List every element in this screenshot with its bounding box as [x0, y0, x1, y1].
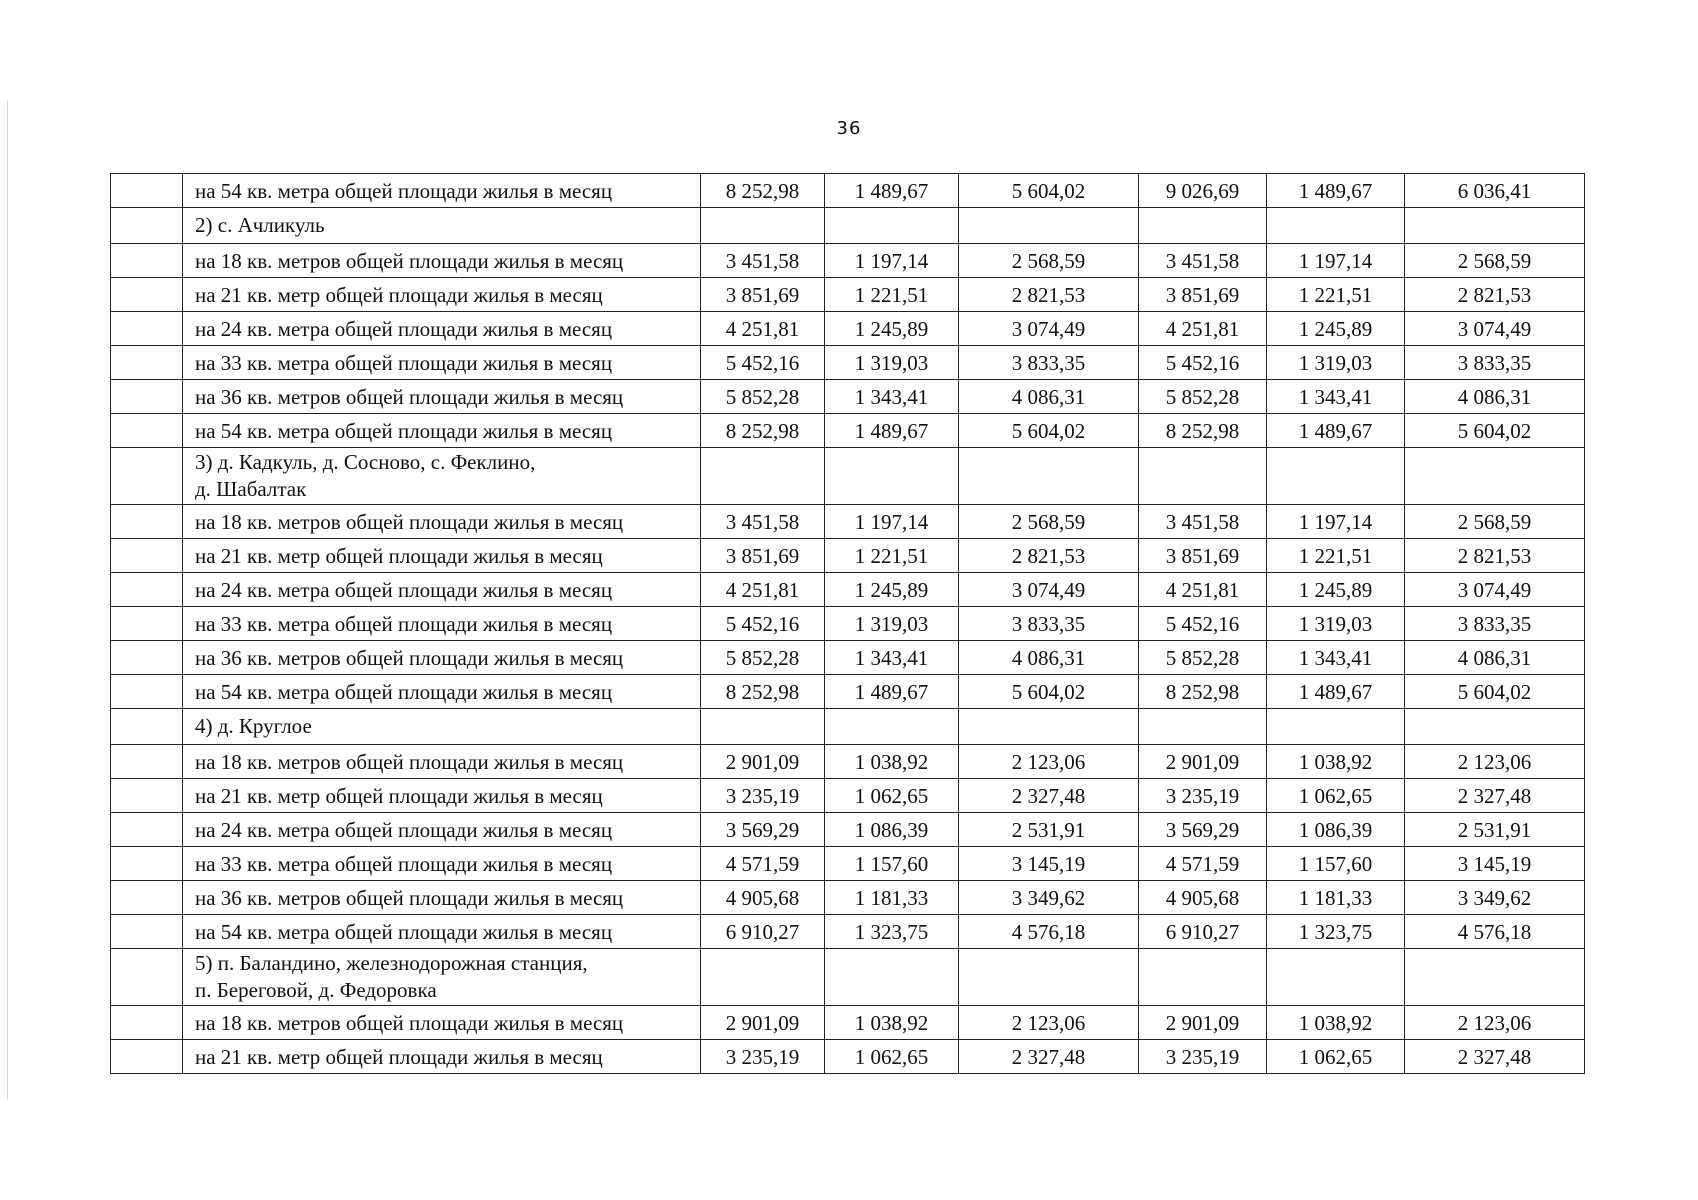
value-cell	[825, 448, 959, 505]
value-cell: 3 074,49	[1405, 312, 1585, 346]
section-heading-text-line2: п. Береговой, д. Федоровка	[195, 978, 437, 1002]
value-cell: 2 568,59	[1405, 244, 1585, 278]
row-description-text: на 36 кв. метров общей площади жилья в месяц	[195, 885, 624, 910]
table-row	[111, 779, 1585, 813]
value-cell: 5 452,16	[1139, 346, 1267, 380]
value-cell: 2 327,48	[959, 779, 1139, 813]
value-cell: 2 901,09	[701, 745, 825, 779]
value-cell: 1 221,51	[1267, 539, 1405, 573]
table-row	[111, 174, 1585, 208]
value-cell: 3 451,58	[701, 505, 825, 539]
value-cell: 4 086,31	[1405, 641, 1585, 675]
value-cell: 1 181,33	[1267, 881, 1405, 915]
row-description-cell	[183, 745, 701, 779]
value-cell: 2 821,53	[1405, 539, 1585, 573]
row-description-text: на 24 кв. метра общей площади жилья в месяц	[195, 316, 613, 341]
table-row	[111, 505, 1585, 539]
value-cell: 1 062,65	[825, 779, 959, 813]
section-heading-text: 2) с. Ачликуль	[195, 213, 325, 237]
value-cell: 3 235,19	[701, 1040, 825, 1074]
value-cell: 3 145,19	[959, 847, 1139, 881]
value-cell: 2 568,59	[959, 505, 1139, 539]
value-cell: 2 568,59	[959, 244, 1139, 278]
table-row	[111, 641, 1585, 675]
value-cell: 4 905,68	[1139, 881, 1267, 915]
value-cell	[1267, 709, 1405, 745]
row-index-cell	[111, 448, 183, 505]
value-cell: 2 901,09	[1139, 1006, 1267, 1040]
value-cell: 3 451,58	[701, 244, 825, 278]
value-cell: 1 319,03	[1267, 346, 1405, 380]
value-cell	[1267, 448, 1405, 505]
value-cell: 1 038,92	[825, 745, 959, 779]
row-index-cell	[111, 346, 183, 380]
row-index-cell	[111, 278, 183, 312]
row-description-cell	[183, 675, 701, 709]
value-cell	[701, 709, 825, 745]
value-cell: 3 145,19	[1405, 847, 1585, 881]
value-cell: 3 833,35	[1405, 607, 1585, 641]
row-index-cell	[111, 505, 183, 539]
value-cell	[1405, 949, 1585, 1006]
value-cell: 1 319,03	[1267, 607, 1405, 641]
value-cell: 3 851,69	[701, 539, 825, 573]
value-cell: 1 038,92	[825, 1006, 959, 1040]
row-description-text: на 54 кв. метра общей площади жилья в месяц	[195, 679, 613, 704]
section-heading-cell	[183, 448, 701, 505]
value-cell: 1 221,51	[825, 539, 959, 573]
value-cell: 1 323,75	[825, 915, 959, 949]
value-cell	[701, 949, 825, 1006]
value-cell: 1 062,65	[825, 1040, 959, 1074]
table-row	[111, 278, 1585, 312]
table-row	[111, 675, 1585, 709]
value-cell	[1139, 709, 1267, 745]
row-index-cell	[111, 847, 183, 881]
section-heading-cell	[183, 208, 701, 244]
row-description-text: на 18 кв. метров общей площади жилья в месяц	[195, 749, 624, 774]
row-index-cell	[111, 1006, 183, 1040]
value-cell: 3 235,19	[701, 779, 825, 813]
row-description-cell	[183, 779, 701, 813]
value-cell: 1 489,67	[825, 174, 959, 208]
row-index-cell	[111, 881, 183, 915]
value-cell: 4 251,81	[701, 573, 825, 607]
value-cell: 1 489,67	[825, 414, 959, 448]
section-heading-cell	[183, 949, 701, 1006]
row-description-text: на 33 кв. метра общей площади жилья в месяц	[195, 350, 613, 375]
row-description-cell	[183, 641, 701, 675]
value-cell	[1405, 208, 1585, 244]
row-index-cell	[111, 607, 183, 641]
table-row	[111, 414, 1585, 448]
value-cell: 1 197,14	[1267, 505, 1405, 539]
row-index-cell	[111, 380, 183, 414]
value-cell: 2 123,06	[959, 1006, 1139, 1040]
value-cell: 3 235,19	[1139, 779, 1267, 813]
value-cell: 1 157,60	[825, 847, 959, 881]
value-cell: 1 157,60	[1267, 847, 1405, 881]
value-cell: 2 327,48	[959, 1040, 1139, 1074]
value-cell: 4 086,31	[959, 380, 1139, 414]
value-cell: 1 062,65	[1267, 779, 1405, 813]
row-description-cell	[183, 813, 701, 847]
row-description-cell	[183, 414, 701, 448]
row-index-cell	[111, 414, 183, 448]
value-cell: 5 852,28	[701, 380, 825, 414]
value-cell: 1 343,41	[825, 641, 959, 675]
section-heading-cell	[183, 709, 701, 745]
value-cell: 1 245,89	[1267, 312, 1405, 346]
value-cell	[825, 709, 959, 745]
section-heading-text-line2: д. Шабалтак	[195, 477, 307, 501]
row-index-cell	[111, 779, 183, 813]
row-description-cell	[183, 539, 701, 573]
row-description-cell	[183, 346, 701, 380]
value-cell: 1 343,41	[825, 380, 959, 414]
value-cell: 1 489,67	[1267, 675, 1405, 709]
value-cell: 3 074,49	[959, 573, 1139, 607]
value-cell: 4 086,31	[959, 641, 1139, 675]
value-cell: 2 123,06	[1405, 745, 1585, 779]
value-cell: 3 851,69	[1139, 278, 1267, 312]
value-cell: 9 026,69	[1139, 174, 1267, 208]
value-cell: 5 452,16	[1139, 607, 1267, 641]
value-cell: 3 451,58	[1139, 244, 1267, 278]
table-row	[111, 380, 1585, 414]
table-row	[111, 1040, 1585, 1074]
row-index-cell	[111, 745, 183, 779]
value-cell: 3 569,29	[701, 813, 825, 847]
value-cell: 5 852,28	[1139, 641, 1267, 675]
value-cell: 3 851,69	[1139, 539, 1267, 573]
row-description-text: на 24 кв. метра общей площади жилья в месяц	[195, 577, 613, 602]
table-row	[111, 346, 1585, 380]
table-row	[111, 312, 1585, 346]
value-cell: 5 604,02	[959, 414, 1139, 448]
value-cell	[959, 448, 1139, 505]
value-cell	[959, 208, 1139, 244]
row-description-cell	[183, 174, 701, 208]
section-heading-text: 4) д. Круглое	[195, 714, 312, 738]
value-cell	[701, 208, 825, 244]
row-index-cell	[111, 244, 183, 278]
value-cell: 1 197,14	[825, 505, 959, 539]
row-index-cell	[111, 915, 183, 949]
row-description-text: на 36 кв. метров общей площади жилья в месяц	[195, 384, 624, 409]
value-cell: 4 086,31	[1405, 380, 1585, 414]
section-heading-row	[111, 949, 1585, 1006]
value-cell: 4 571,59	[1139, 847, 1267, 881]
row-description-text: на 21 кв. метр общей площади жилья в месяц	[195, 282, 603, 307]
value-cell: 5 452,16	[701, 607, 825, 641]
value-cell: 2 327,48	[1405, 779, 1585, 813]
row-description-cell	[183, 505, 701, 539]
row-description-text: на 21 кв. метр общей площади жилья в месяц	[195, 783, 603, 808]
row-description-text: на 18 кв. метров общей площади жилья в месяц	[195, 509, 624, 534]
row-index-cell	[111, 709, 183, 745]
value-cell: 1 343,41	[1267, 380, 1405, 414]
row-description-cell	[183, 847, 701, 881]
row-description-text: на 21 кв. метр общей площади жилья в месяц	[195, 1044, 603, 1069]
table-row	[111, 881, 1585, 915]
row-description-cell	[183, 244, 701, 278]
table-row	[111, 847, 1585, 881]
row-index-cell	[111, 539, 183, 573]
value-cell	[1139, 949, 1267, 1006]
row-description-text: на 18 кв. метров общей площади жилья в месяц	[195, 1010, 624, 1035]
row-description-text: на 33 кв. метра общей площади жилья в месяц	[195, 611, 613, 636]
value-cell: 2 123,06	[1405, 1006, 1585, 1040]
value-cell: 2 531,91	[1405, 813, 1585, 847]
value-cell	[825, 949, 959, 1006]
value-cell	[959, 709, 1139, 745]
value-cell: 4 251,81	[701, 312, 825, 346]
row-description-cell	[183, 278, 701, 312]
value-cell	[959, 949, 1139, 1006]
value-cell: 4 251,81	[1139, 573, 1267, 607]
value-cell: 8 252,98	[701, 414, 825, 448]
value-cell	[825, 208, 959, 244]
value-cell: 2 821,53	[1405, 278, 1585, 312]
value-cell: 6 910,27	[1139, 915, 1267, 949]
value-cell: 3 349,62	[959, 881, 1139, 915]
value-cell: 2 821,53	[959, 539, 1139, 573]
value-cell: 3 569,29	[1139, 813, 1267, 847]
value-cell: 3 833,35	[1405, 346, 1585, 380]
value-cell: 1 221,51	[825, 278, 959, 312]
row-index-cell	[111, 174, 183, 208]
value-cell: 1 245,89	[825, 312, 959, 346]
value-cell: 4 571,59	[701, 847, 825, 881]
value-cell: 6 036,41	[1405, 174, 1585, 208]
row-description-text: на 24 кв. метра общей площади жилья в месяц	[195, 817, 613, 842]
value-cell: 2 327,48	[1405, 1040, 1585, 1074]
value-cell	[1267, 949, 1405, 1006]
value-cell: 1 489,67	[1267, 414, 1405, 448]
value-cell: 1 489,67	[825, 675, 959, 709]
section-heading-row	[111, 448, 1585, 505]
row-index-cell	[111, 312, 183, 346]
value-cell: 1 197,14	[1267, 244, 1405, 278]
value-cell: 2 531,91	[959, 813, 1139, 847]
value-cell: 1 343,41	[1267, 641, 1405, 675]
table-row	[111, 745, 1585, 779]
tariff-table-body	[111, 174, 1585, 1074]
value-cell: 2 901,09	[1139, 745, 1267, 779]
value-cell: 5 852,28	[1139, 380, 1267, 414]
table-row	[111, 573, 1585, 607]
value-cell: 8 252,98	[1139, 414, 1267, 448]
row-index-cell	[111, 675, 183, 709]
value-cell: 3 235,19	[1139, 1040, 1267, 1074]
value-cell: 1 323,75	[1267, 915, 1405, 949]
row-description-cell	[183, 881, 701, 915]
value-cell: 1 245,89	[825, 573, 959, 607]
row-description-cell	[183, 915, 701, 949]
value-cell: 5 604,02	[959, 675, 1139, 709]
section-heading-text: 3) д. Кадкуль, д. Сосново, с. Феклино,	[195, 450, 536, 474]
value-cell: 8 252,98	[701, 174, 825, 208]
value-cell: 3 451,58	[1139, 505, 1267, 539]
scan-edge-line	[7, 100, 8, 1100]
value-cell	[1267, 208, 1405, 244]
value-cell: 1 062,65	[1267, 1040, 1405, 1074]
value-cell: 5 852,28	[701, 641, 825, 675]
value-cell: 3 851,69	[701, 278, 825, 312]
value-cell: 2 821,53	[959, 278, 1139, 312]
value-cell: 1 245,89	[1267, 573, 1405, 607]
value-cell: 4 905,68	[701, 881, 825, 915]
table-row	[111, 813, 1585, 847]
table-row	[111, 607, 1585, 641]
row-index-cell	[111, 949, 183, 1006]
value-cell: 5 452,16	[701, 346, 825, 380]
table-row	[111, 539, 1585, 573]
row-index-cell	[111, 813, 183, 847]
row-description-cell	[183, 1040, 701, 1074]
value-cell: 8 252,98	[1139, 675, 1267, 709]
row-description-cell	[183, 1006, 701, 1040]
section-heading-row	[111, 709, 1585, 745]
row-description-cell	[183, 380, 701, 414]
value-cell: 5 604,02	[959, 174, 1139, 208]
value-cell: 6 910,27	[701, 915, 825, 949]
row-index-cell	[111, 641, 183, 675]
value-cell	[1139, 208, 1267, 244]
value-cell: 1 489,67	[1267, 174, 1405, 208]
page-number: 36	[836, 118, 862, 139]
value-cell: 3 833,35	[959, 346, 1139, 380]
value-cell: 8 252,98	[701, 675, 825, 709]
value-cell: 3 833,35	[959, 607, 1139, 641]
value-cell: 1 319,03	[825, 346, 959, 380]
row-description-text: на 54 кв. метра общей площади жилья в месяц	[195, 178, 613, 203]
row-description-text: на 33 кв. метра общей площади жилья в месяц	[195, 851, 613, 876]
row-description-text: на 36 кв. метров общей площади жилья в месяц	[195, 645, 624, 670]
table-row	[111, 915, 1585, 949]
value-cell: 1 221,51	[1267, 278, 1405, 312]
value-cell: 5 604,02	[1405, 414, 1585, 448]
row-description-cell	[183, 312, 701, 346]
value-cell	[1405, 709, 1585, 745]
row-index-cell	[111, 573, 183, 607]
value-cell: 2 901,09	[701, 1006, 825, 1040]
value-cell: 1 038,92	[1267, 745, 1405, 779]
value-cell: 1 319,03	[825, 607, 959, 641]
row-description-text: на 54 кв. метра общей площади жилья в месяц	[195, 919, 613, 944]
row-description-cell	[183, 573, 701, 607]
value-cell: 3 074,49	[959, 312, 1139, 346]
row-description-text: на 21 кв. метр общей площади жилья в месяц	[195, 543, 603, 568]
row-description-text: на 54 кв. метра общей площади жилья в месяц	[195, 418, 613, 443]
value-cell: 3 349,62	[1405, 881, 1585, 915]
value-cell	[1139, 448, 1267, 505]
value-cell: 2 123,06	[959, 745, 1139, 779]
row-description-cell	[183, 607, 701, 641]
table-row	[111, 1006, 1585, 1040]
section-heading-row	[111, 208, 1585, 244]
value-cell	[701, 448, 825, 505]
value-cell: 5 604,02	[1405, 675, 1585, 709]
value-cell: 1 086,39	[825, 813, 959, 847]
value-cell: 1 086,39	[1267, 813, 1405, 847]
row-description-text: на 18 кв. метров общей площади жилья в месяц	[195, 248, 624, 273]
value-cell: 1 197,14	[825, 244, 959, 278]
row-index-cell	[111, 208, 183, 244]
table-row	[111, 244, 1585, 278]
value-cell: 2 568,59	[1405, 505, 1585, 539]
section-heading-text: 5) п. Баландино, железнодорожная станция,	[195, 951, 588, 975]
row-index-cell	[111, 1040, 183, 1074]
value-cell: 4 576,18	[959, 915, 1139, 949]
value-cell: 1 181,33	[825, 881, 959, 915]
value-cell: 1 038,92	[1267, 1006, 1405, 1040]
value-cell	[1405, 448, 1585, 505]
tariff-table	[110, 173, 1585, 1074]
value-cell: 4 251,81	[1139, 312, 1267, 346]
value-cell: 4 576,18	[1405, 915, 1585, 949]
value-cell: 3 074,49	[1405, 573, 1585, 607]
